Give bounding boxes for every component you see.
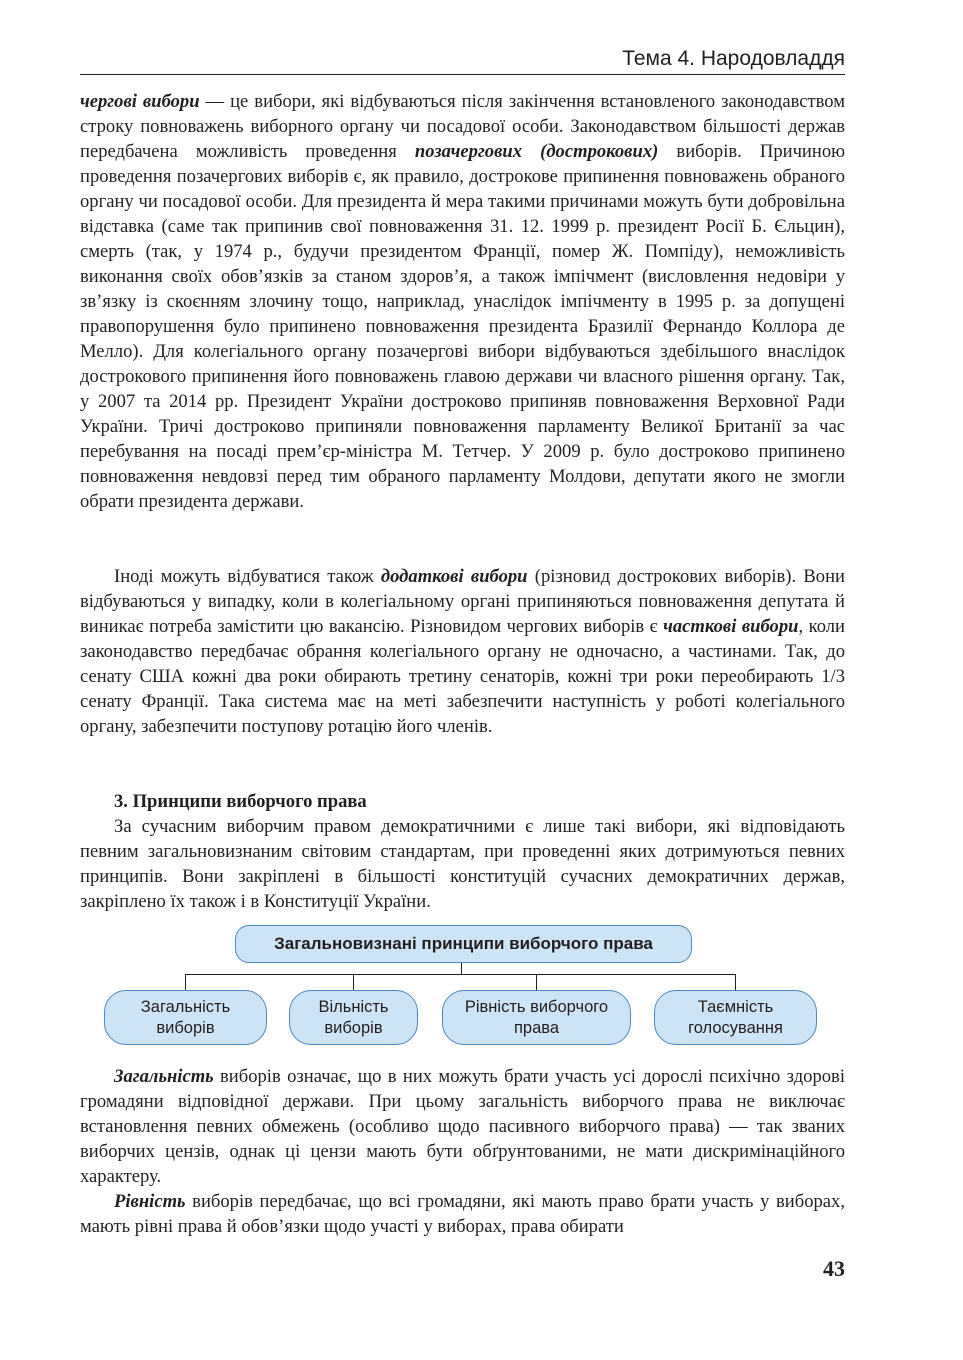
principle-secrecy-box bbox=[654, 990, 817, 1045]
paragraph-text: , коли законодавство передбачає обрання колегіального органу не одночасно, а частинами. Так, до сенату США кожні два роки обирають третину сенаторів, кожні три роки переобирають 1/3 сенату Франції. Така система має на меті забезпечити наступність у роботі колегіального органу, забезпечити поступову ротацію його членів. bbox=[80, 616, 845, 737]
term-additional-elections: додаткові вибори bbox=[380, 566, 528, 587]
term-partial-elections: часткові вибори bbox=[663, 616, 799, 637]
connector-line bbox=[461, 963, 462, 975]
section-intro-text: За сучасним виборчим правом демократичними є лише такі вибори, які відповідають певним загальновизнаним світовим стандартам, при проведенні яких дотримуються певних принципів. Вони закріплені в більшості конституцій сучасних демократичних держав, закріплено їх також і в Конституції України. bbox=[80, 816, 845, 912]
principle-universality-box bbox=[104, 990, 267, 1045]
principle-label: Рівність виборчого bbox=[464, 997, 609, 1016]
paragraph-text: виборів. Причиною проведення позачергових виборів є, як правило, дострокове припинення повноважень обраного органу чи посадової особи. Для президента й мера такими причинами можуть бути добровільна відставка (саме так припинив свої повноваження 31. 12. 1999 р. президент Росії Б. Єльцин), смерть (так, у 1974 р., будучи президентом Франції, помер Ж. Помпіду), неможливість виконання своїх обов’язків за станом здоров’я, а також імпічмент (висловлення недовіри у зв’язку із скоєнням злочину тощо, наприклад, унаслідок імпічменту в 1995 р. за допущені правопорушення було припинено повноваження президента Бразилії Фернандо Коллора де Мелло). Для колегіального органу позачергові вибори відбуваються здебільшого внаслідок дострокового припинення його повноважень главою держави чи власного рішення органу. Так, у 2007 та 2014 рр. Президент України достроково припиняв повноваження Верховної Ради України. Тричі достроково припиняли повноваження парламенту Великої Британії за час перебування на посаді прем’єр-міністра М. Тетчер. У 2009 р. було достроково припинено повноваження невдовзі перед тим обраного парламенту Молдови, депутати якого не змогли обрати президента держави. bbox=[80, 141, 846, 512]
term-early-elections: позачергових (дострокових) bbox=[414, 141, 659, 162]
paragraphs-universality-equality bbox=[80, 1064, 845, 1239]
paragraph-additional-elections bbox=[80, 564, 845, 739]
diagram-title: Загальновизнані принципи виборчого права bbox=[274, 934, 653, 953]
connector-line bbox=[353, 974, 354, 990]
paragraph-text: — це вибори, які відбуваються після закінчення встановленого законодавством строку повноважень виборного органу чи посадової особи. Законодавством більшості держав передбачена можливість проведення bbox=[80, 91, 845, 162]
principle-label: виборів bbox=[324, 1018, 383, 1037]
term-universality: Загальність bbox=[114, 1066, 214, 1087]
diagram-title-box bbox=[235, 925, 692, 963]
connector-line bbox=[185, 974, 736, 975]
paragraph-regular-elections bbox=[80, 89, 845, 514]
principle-label: Загальність bbox=[140, 997, 231, 1016]
connector-line bbox=[536, 974, 537, 990]
principle-label: Вільність bbox=[318, 997, 389, 1016]
running-header bbox=[80, 44, 845, 75]
principle-freedom-box bbox=[289, 990, 418, 1045]
paragraph-text: виборів означає, що в них можуть брати участь усі дорослі психічно здорові громадяни відповідної держави. При цьому загальність виборчого права не виключає встановлення певних обмежень (особливо щодо пасивного виборчого права) — так званих виборчих цензів, однак ці цензи мають бути обґрунтованими, не мати дискримінаційного характеру. bbox=[80, 1066, 845, 1187]
principle-equality-box bbox=[442, 990, 631, 1045]
paragraph-text: Іноді можуть відбуватися також bbox=[114, 566, 381, 587]
section-heading: 3. Принципи виборчого права bbox=[114, 791, 367, 812]
principle-label: виборів bbox=[156, 1018, 215, 1037]
term-regular-elections: чергові вибори bbox=[80, 91, 200, 112]
page-number: 43 bbox=[823, 1256, 845, 1281]
principle-label: голосування bbox=[688, 1018, 783, 1037]
principle-label: права bbox=[513, 1018, 560, 1037]
section-electoral-principles bbox=[80, 789, 845, 914]
paragraph-text: виборів передбачає, що всі громадяни, які мають право брати участь у виборах, мають рівні права й обов’язки щодо участі у виборах, права обирати bbox=[80, 1191, 845, 1237]
paragraph-text: (різновид дострокових виборів). Вони відбуваються у випадку, коли в колегіальному органі припиняються повноваження депутата й виникає потреба замістити цю вакансію. Різновидом чергових виборів є bbox=[80, 566, 845, 637]
connector-line bbox=[735, 974, 736, 990]
connector-line bbox=[185, 974, 186, 990]
principle-label: Таємність bbox=[697, 997, 774, 1016]
term-equality: Рівність bbox=[114, 1191, 186, 1212]
chapter-title: Тема 4. Народовладдя bbox=[622, 47, 845, 70]
